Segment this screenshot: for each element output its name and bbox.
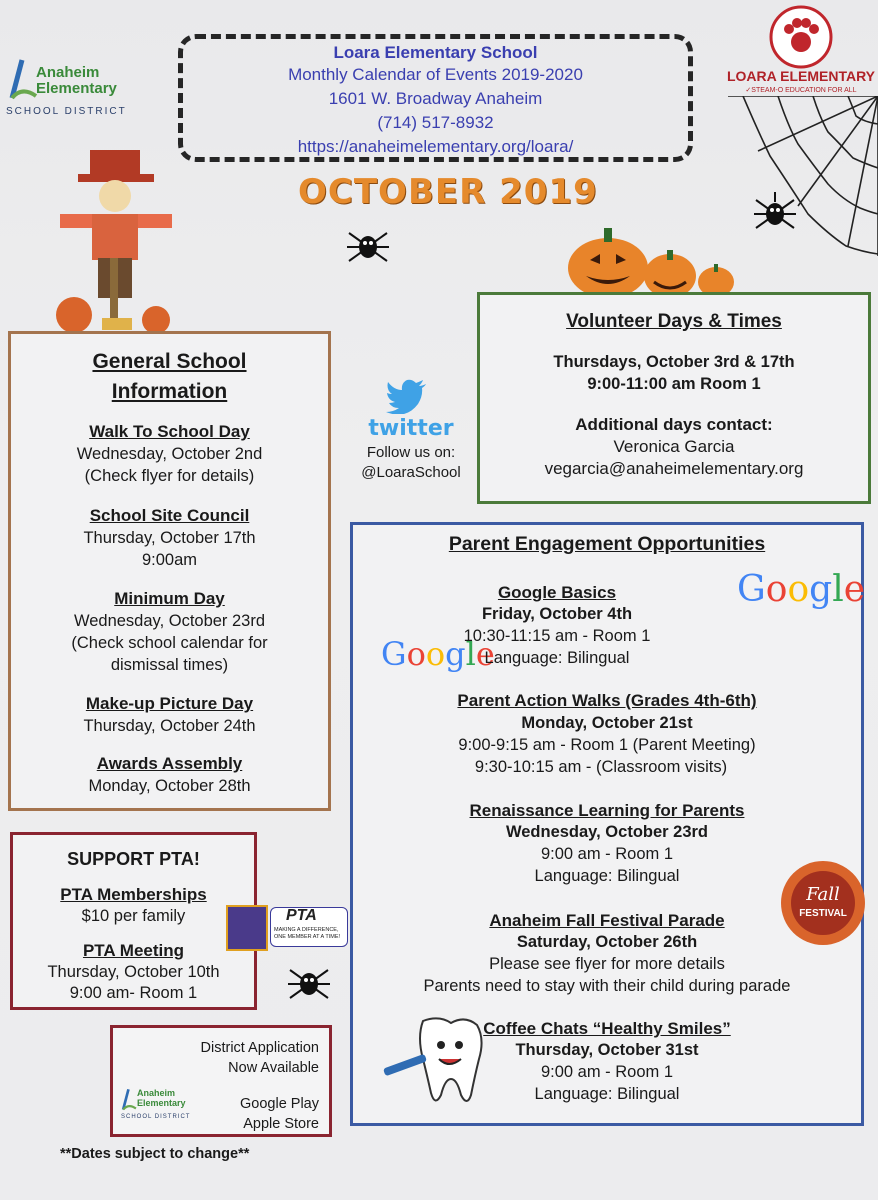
event-detail: 9:00 am - Room 1 — [540, 845, 674, 863]
google-play-link[interactable]: Google Play — [240, 1096, 319, 1112]
volunteer-time: 9:00-11:00 am Room 1 — [587, 375, 761, 393]
district-app-box — [110, 1025, 332, 1137]
district-logo-line3: SCHOOL DISTRICT — [6, 106, 127, 117]
fall-badge-line1: Fall — [806, 884, 840, 905]
event-detail: 9:00am — [141, 551, 198, 569]
event-detail: Please see flyer for more details — [489, 955, 725, 973]
school-logo-name: LOARA ELEMENTARY — [726, 68, 876, 84]
pta-title: SUPPORT PTA! — [67, 849, 200, 869]
event-detail: (Check school calendar for — [71, 634, 268, 652]
event-title: Awards Assembly — [96, 754, 243, 773]
event-detail: Wednesday, October 2nd — [76, 445, 263, 463]
event-detail: Thursday, October 24th — [83, 717, 256, 735]
pta-logo-text: PTA — [286, 907, 317, 924]
google-logo: Google — [737, 569, 866, 610]
school-phone: (714) 517-8932 — [377, 113, 494, 132]
event-detail: Wednesday, October 23rd — [73, 612, 266, 630]
app-line2: Now Available — [228, 1060, 319, 1076]
event-date: Wednesday, October 23rd — [505, 823, 709, 841]
pta-membership-title: PTA Memberships — [60, 885, 207, 904]
event-detail: 9:00 am - Room 1 — [540, 1063, 674, 1081]
event-title: Parent Action Walks (Grades 4th-6th) — [457, 691, 757, 710]
school-logo-tagline: ✓STEAM-O EDUCATION FOR ALL — [745, 87, 857, 94]
general-title-line1: General School — [92, 350, 247, 373]
event-title: Anaheim Fall Festival Parade — [489, 911, 725, 930]
fall-badge-line2: FESTIVAL — [799, 908, 847, 919]
pumpkins-icon — [566, 222, 736, 300]
event-title: Coffee Chats “Healthy Smiles” — [483, 1019, 731, 1038]
event-detail: 10:30-11:15 am - Room 1 — [463, 627, 651, 645]
district-logo-line2: Elementary — [36, 80, 117, 97]
pta-logo — [226, 905, 350, 951]
event-detail: dismissal times) — [110, 656, 229, 674]
paw-badge-icon — [768, 4, 834, 70]
volunteer-title: Volunteer Days & Times — [566, 311, 782, 332]
event-date: Saturday, October 26th — [516, 933, 698, 951]
pta-meeting-date: Thursday, October 10th — [47, 963, 220, 981]
google-logo: Google — [381, 635, 495, 673]
spider-icon — [345, 225, 391, 265]
app-logo-line2: Elementary — [137, 1098, 186, 1108]
school-address: 1601 W. Broadway Anaheim — [328, 89, 543, 108]
volunteer-contact-label: Additional days contact: — [575, 415, 773, 434]
general-title-line2: Information — [111, 380, 228, 403]
event-detail: Monday, October 28th — [88, 777, 251, 795]
district-logo-icon — [8, 58, 38, 102]
app-district-logo — [121, 1088, 211, 1128]
event-detail: Language: Bilingual — [534, 867, 680, 885]
event-detail: 9:00-9:15 am - Room 1 (Parent Meeting) — [458, 736, 756, 754]
scarecrow-icon — [52, 150, 182, 335]
twitter-follow-text: Follow us on: — [366, 444, 456, 461]
month-title: OCTOBER 2019 — [298, 172, 598, 212]
school-name: Loara Elementary School — [333, 43, 538, 62]
spider-web-icon — [728, 96, 878, 256]
event-title: School Site Council — [89, 506, 250, 525]
school-url[interactable]: https://anaheimelementary.org/loara/ — [297, 137, 574, 156]
twitter-handle[interactable]: @LoaraSchool — [361, 464, 461, 481]
pta-meeting-title: PTA Meeting — [82, 941, 185, 960]
header-box — [178, 34, 693, 162]
pta-box — [10, 832, 257, 1010]
volunteer-days: Thursdays, October 3rd & 17th — [553, 353, 795, 371]
district-logo-line1: Anaheim — [36, 64, 100, 81]
pta-logo-sub: MAKING A DIFFERENCE, ONE MEMBER AT A TIME! — [274, 927, 341, 940]
twitter-bird-icon — [386, 378, 428, 414]
school-logo — [726, 4, 876, 100]
event-detail: Parents need to stay with their child during parade — [423, 977, 791, 995]
volunteer-contact-email[interactable]: vegarcia@anaheimelementary.org — [544, 459, 804, 478]
event-detail: Language: Bilingual — [534, 1085, 680, 1103]
event-date: Monday, October 21st — [521, 714, 693, 732]
fall-festival-badge — [780, 860, 866, 946]
event-title: Renaissance Learning for Parents — [469, 801, 745, 820]
spider-icon — [286, 962, 332, 1002]
event-detail: 9:30-10:15 am - (Classroom visits) — [474, 758, 728, 776]
event-title: Minimum Day — [114, 589, 225, 608]
event-date: Thursday, October 31st — [515, 1041, 699, 1059]
event-title: Walk To School Day — [89, 422, 250, 441]
twitter-wordmark: twitter — [368, 416, 454, 441]
app-logo-line3: SCHOOL DISTRICT — [121, 1114, 191, 1120]
event-detail: Thursday, October 17th — [83, 529, 256, 547]
volunteer-box — [477, 292, 871, 504]
event-title: Google Basics — [497, 583, 617, 602]
footer-note: **Dates subject to change** — [60, 1146, 250, 1162]
event-date: Friday, October 4th — [481, 605, 633, 623]
spider-icon — [752, 192, 798, 232]
pta-meeting-time: 9:00 am- Room 1 — [69, 984, 198, 1002]
parent-title: Parent Engagement Opportunities — [448, 533, 766, 555]
calendar-title: Monthly Calendar of Events 2019-2020 — [288, 65, 583, 84]
volunteer-contact-name: Veronica Garcia — [613, 437, 735, 456]
pta-membership-price: $10 per family — [81, 907, 186, 925]
event-title: Make-up Picture Day — [85, 694, 254, 713]
tooth-toothbrush-icon — [379, 1015, 495, 1111]
twitter-block — [348, 378, 474, 488]
district-logo — [6, 58, 146, 124]
event-detail: (Check flyer for details) — [84, 467, 255, 485]
pta-logo-leaves-icon — [226, 905, 268, 951]
app-logo-line1: Anaheim — [137, 1088, 176, 1098]
app-line1: District Application — [200, 1040, 319, 1056]
event-detail: Language: Bilingual — [484, 649, 630, 667]
district-logo-icon — [121, 1088, 137, 1112]
general-info-box — [8, 331, 331, 811]
parent-engagement-box — [350, 522, 864, 1126]
apple-store-link[interactable]: Apple Store — [243, 1116, 319, 1132]
